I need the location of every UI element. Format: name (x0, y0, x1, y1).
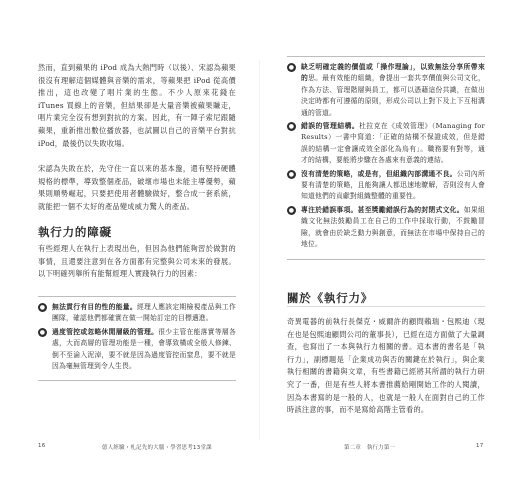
circle-check-icon: ● (288, 206, 295, 214)
callout-item (287, 169, 485, 203)
callout-item-lead: 缺乏明確定義的價值或「操作理論」，以致無法分享所帶來的 (301, 63, 485, 83)
callout-box (38, 296, 236, 381)
callout-item (287, 62, 485, 119)
callout-item-lead: 錯誤的管理結構。 (301, 122, 360, 131)
callout-item (38, 327, 236, 373)
callout-item-text: 很少主管在能落實等層各處，大而高層的管理功能是一種，會導致橫或全般人修鍊、倒不至淪入泥淖，要不就是因為過度管控而窒息，要不就是因為毫無管理到令人生畏。 (52, 327, 236, 371)
section-heading: 關於《執行力》 (287, 291, 374, 305)
callout-item (38, 302, 236, 325)
callout-item-text: 公司內所要有清楚的策略，且能夠讓人都迅速地瞭解，否則沒有人會知道他們的貢獻對組織整體的重要性。 (301, 169, 485, 201)
callout-item (287, 205, 485, 251)
circle-check-icon: ● (288, 170, 295, 178)
page-number-left: 16 (38, 443, 46, 449)
intro-paragraph: 有些經理人在執行上表現出色，但因為他們能夠習於做對的事情，且還要注意到在各方面都有完整與公司未來的發展。以下明確列舉所有能幫經理人實踐執行力的因素： (38, 244, 236, 279)
callout-item-lead: 沒有清楚的策略，或是有，但組織內部溝通不良。 (301, 169, 457, 178)
callout-item-lead: 過度管控或忽略休閒層級的管理。 (52, 327, 159, 336)
heading-divider (287, 306, 485, 307)
circle-check-icon: ● (288, 123, 295, 131)
section-heading: 執行力的障礙 (38, 225, 112, 239)
body-paragraph-2: 宋認為失敗在於，先守住一直以來的基本盤，還有堅持硬體規格的標準，導致整個產品，破壞市場也未能主導優勢，蘋果則順勢崛起，只要把使用者體驗做好，整合成一套系統，就能把一個不太好的產品變成威力驚人的產品。 (38, 164, 236, 211)
callout-item-lead: 無法貫行有目的性的能量。 (52, 303, 137, 311)
callout-box (287, 56, 485, 260)
callout-item-lead: 專注於錯誤事項。甚至獎勵錯誤行為的封閉式文化。 (301, 205, 464, 214)
right-page (260, 0, 520, 500)
callout-item-text: 杜拉克在《成效管理》（Managing for Results）一書中寫道：「正確的結構不保證成效，但是錯誤的結構一定會讓成效全部化為烏有」。職務要有對等，通才的結構，要能將步驟在各處來有意義的連結。 (301, 122, 485, 165)
callout-item-text: 思。最有效能的組織，會提出一套共享價值與公司文化，作為方法、管理階層與員工，都可以憑藉這份共識，在做出決定時都有可遵循的原則，形成公司以上對下及上下互相溝通的管道。 (301, 74, 486, 117)
body-paragraph-1: 然而，直到蘋果的 iPod 成為大熱門時（以後）、宋認為蘋果很沒有理解這個媒體與音樂的需求，等蘋果把 iPod 從高價推出，這也改變了唱片業的生態。不少人原來花錢在 iTunes 買線上的音樂，但結果卻是大量音樂被蘋果賺走，唱片業完全沒有想到對抗的方案。因此，有一陣子索尼跟隨蘋果，重新推出數位播放器，也試圖以自己的音樂平台對抗 iPod，最後仍以失敗收場。 (38, 63, 236, 148)
circle-check-icon: ● (288, 64, 295, 71)
callout-item (287, 121, 485, 167)
body-paragraph: 奇異電器的前執行長傑克・威爾許的顧問賴瑞・包熙迪（現在也是包熙迪顧問公司的董事長），已經在這方面做了大量調查，也寫出了一本與執行力相關的書。這本書的書名是「執行力」，副標題是「企業成功與否的關鍵在於執行」，與企業執行相關的書籍與文章，有些書籍已經將其所謂的執行力研究了一番，但是有些人將本書推薦給剛開始工作的人閱讀，因為本書寫的是一般的人，也就是一般人在面對自己的工作時該注意的事，而不是寫給高階主管看的。 (287, 317, 485, 415)
circle-check-icon: ● (39, 304, 46, 311)
callout-item-text: 經理人應該定期檢視產品與工作團隊，確認他們都確實在做一開始訂定的目標邁進。 (52, 303, 236, 323)
page-number-right: 17 (476, 443, 484, 449)
running-title-left: 億人經驗・札記先的大腦・學習思考13堂課 (102, 445, 212, 451)
running-title-right: 第二章 執行力第一 (344, 445, 396, 451)
circle-check-icon: ● (39, 328, 46, 336)
callout-item-text: 如果組織文化無法鼓勵員工在自己的工作中採取行動，不鼓勵冒險，就會由於缺乏動力與創意，而無法在市場中保持自己的地位。 (301, 205, 485, 249)
